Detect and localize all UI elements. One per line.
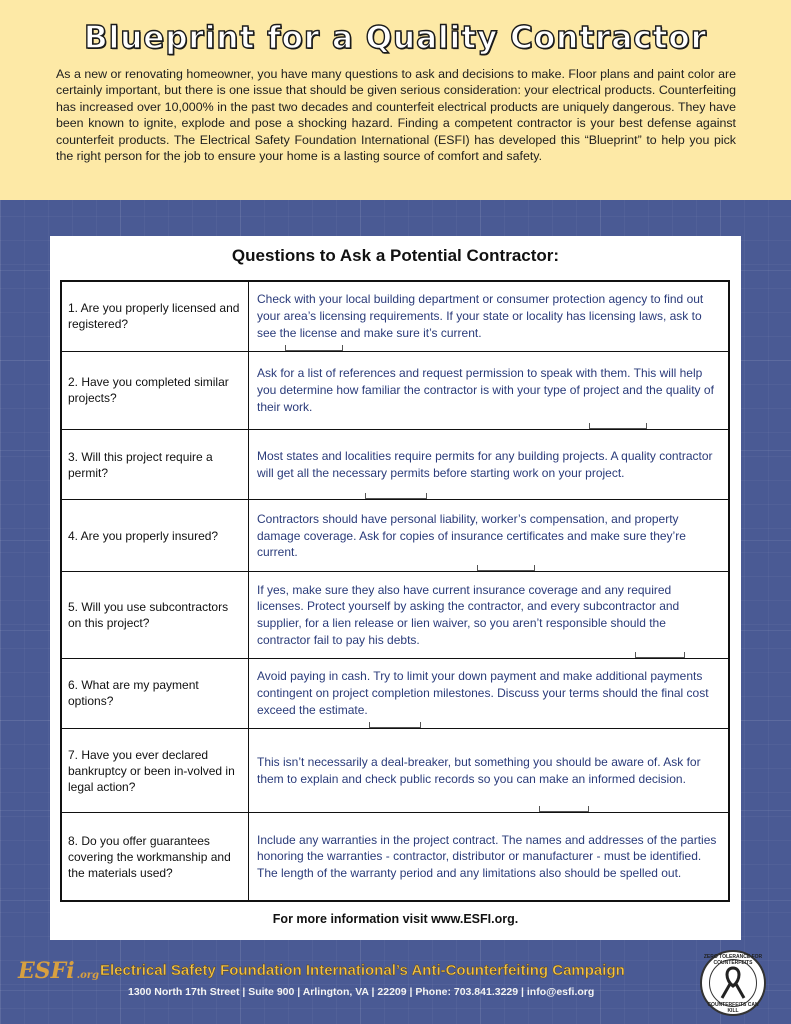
answer-text: Check with your local building department or consumer protection agency to find out your area’s licensing requirements. If your state or locality has licensing laws, ask to see the license and make sure it’s current. bbox=[257, 292, 704, 340]
dimension-mark bbox=[365, 493, 427, 499]
answer-text: Ask for a list of references and request permission to speak with them. This will help you determine how familiar the contractor is with your type of project and the quality of their work. bbox=[257, 366, 714, 414]
answer-cell bbox=[249, 500, 730, 572]
answer-text: This isn’t necessarily a deal-breaker, but something you should be aware of. Ask for them to explain and check public records so you can make an informed decision. bbox=[257, 754, 701, 786]
answer-cell bbox=[249, 429, 730, 499]
question-cell: 4. Are you properly insured? bbox=[61, 500, 249, 572]
table-row bbox=[61, 728, 729, 812]
question-cell: 7. Have you ever declared bankruptcy or been in-volved in legal action? bbox=[61, 728, 249, 812]
panel-title: Questions to Ask a Potential Contractor: bbox=[231, 246, 560, 265]
contact-address: 1300 North 17th Street | Suite 900 | Arlington, VA | 22209 | Phone: 703.841.3229 | info@esfi.org bbox=[128, 986, 595, 998]
more-info-link[interactable]: For more information visit www.ESFI.org. bbox=[272, 912, 519, 926]
campaign-title: Electrical Safety Foundation International’s Anti-Counterfeiting Campaign bbox=[100, 962, 625, 979]
answer-text: Most states and localities require permits for any building projects. A quality contractor will get all the necessary permits before starting work on your project. bbox=[257, 448, 713, 480]
question-cell: 5. Will you use subcontractors on this project? bbox=[61, 572, 249, 658]
seal-bottom-text: COUNTERFEITS CAN KILL bbox=[707, 1002, 759, 1014]
logo-suffix: .org bbox=[76, 970, 100, 981]
questions-panel bbox=[50, 236, 741, 940]
esfi-logo bbox=[18, 958, 100, 998]
dimension-mark bbox=[369, 722, 421, 728]
answer-text: If yes, make sure they also have current insurance coverage and any required licenses. Protect yourself by asking the contractor, and every subcontractor and supplier, for a lien release or lien waiver, so you aren’t responsible should the contractor fail to pay his debts. bbox=[257, 582, 680, 647]
logo-text: ESFi bbox=[18, 958, 75, 984]
dimension-mark bbox=[477, 565, 535, 571]
question-cell: 1. Are you properly licensed and registered? bbox=[61, 281, 249, 351]
dimension-mark bbox=[635, 652, 685, 658]
question-cell: 2. Have you completed similar projects? bbox=[61, 351, 249, 429]
answer-text: Avoid paying in cash. Try to limit your down payment and make additional payments contingent on project completion milestones. Discuss your terms should the final cost exceed the estimate. bbox=[257, 669, 709, 717]
question-cell: 8. Do you offer guarantees covering the workmanship and the materials used? bbox=[61, 813, 249, 901]
question-cell: 6. What are my payment options? bbox=[61, 658, 249, 728]
answer-cell bbox=[249, 658, 730, 728]
questions-table bbox=[60, 280, 730, 902]
table-row bbox=[61, 658, 729, 728]
dimension-mark bbox=[589, 423, 647, 429]
answer-cell: Include any warranties in the project contract. The names and addresses of the parties honoring the warranties - contractor, distributor or manufacturer - must be identified. The length of the warranty period and any limitations also should be spelled out. bbox=[249, 813, 730, 901]
seal-top-text: ZERO TOLERANCE FOR COUNTERFEITS bbox=[703, 954, 763, 966]
answer-cell bbox=[249, 281, 730, 351]
page-title: Blueprint for a Quality Contractor bbox=[83, 20, 708, 56]
answer-cell bbox=[249, 572, 730, 658]
intro-paragraph: As a new or renovating homeowner, you have many questions to ask and decisions to make. Floor plans and paint color are certainly important, but there is one issue that should be given serious consideration: your electrical products. Counterfeiting has increased over 10,000% in the past two decades and counterfeit electrical products are uniquely dangerous. They have been known to ignite, explode and pose a shocking hazard. Finding a competent contractor is your best defense against counterfeit products. The Electrical Safety Foundation International (ESFI) has developed this “Blueprint” to help you pick the right person for the job to ensure your home is a lasting source of comfort and safety. bbox=[56, 67, 736, 164]
table-row bbox=[61, 429, 729, 499]
dimension-mark bbox=[285, 345, 343, 351]
table-row bbox=[61, 281, 729, 351]
header-band bbox=[0, 0, 791, 200]
zero-tolerance-seal bbox=[700, 950, 766, 1016]
answer-cell bbox=[249, 728, 730, 812]
answer-text: Contractors should have personal liability, worker’s compensation, and property damage coverage. Ask for copies of insurance certificates and make sure they’re current. bbox=[257, 511, 686, 560]
answer-cell bbox=[249, 351, 730, 429]
dimension-mark bbox=[539, 806, 589, 812]
table-row bbox=[61, 572, 729, 658]
question-cell: 3. Will this project require a permit? bbox=[61, 429, 249, 499]
table-row bbox=[61, 351, 729, 429]
table-row bbox=[61, 813, 729, 901]
table-row bbox=[61, 500, 729, 572]
